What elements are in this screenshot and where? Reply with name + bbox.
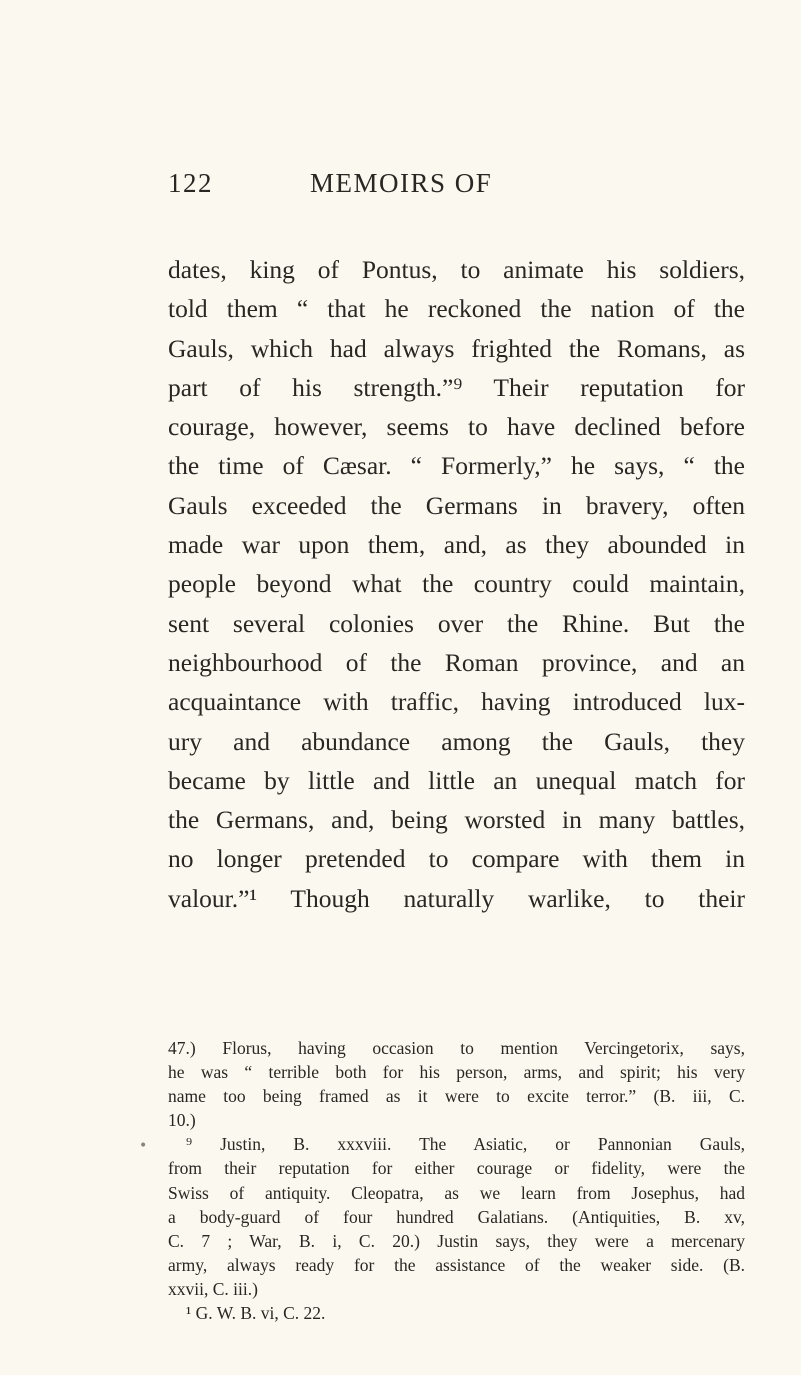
- footnote-line: Swiss of antiquity. Cleopatra, as we learn from Josephus, had: [168, 1182, 745, 1203]
- footnote-line: ¹ G. W. B. vi, C. 22.: [186, 1303, 326, 1324]
- footnote-line: ⁹ Justin, B. xxxviii. The Asiatic, or Pannonian Gauls,: [186, 1134, 745, 1155]
- footnote-line: he was “ terrible both for his person, arms, and spirit; his very: [168, 1062, 745, 1083]
- body-line: neighbourhood of the Roman province, and an: [168, 647, 745, 677]
- body-line: valour.”¹ Though naturally warlike, to their: [168, 883, 745, 913]
- body-line: acquaintance with traffic, having introduced lux-: [168, 687, 745, 717]
- body-text: [168, 250, 745, 918]
- page-number: 122: [168, 168, 213, 198]
- footnote-line: from their reputation for either courage or fidelity, were the: [168, 1158, 745, 1179]
- body-line: told them “ that he reckoned the nation of the: [168, 294, 745, 324]
- footnote-line: 10.): [168, 1110, 196, 1131]
- body-line: ury and abundance among the Gauls, they: [168, 726, 745, 756]
- footnote-line: name too being framed as it were to excite terror.” (B. iii, C.: [168, 1086, 745, 1107]
- body-line: Gauls, which had always frighted the Romans, as: [168, 333, 745, 363]
- body-line: Gauls exceeded the Germans in bravery, often: [168, 490, 745, 520]
- footnotes: [168, 1036, 745, 1325]
- body-line: became by little and little an unequal match for: [168, 765, 745, 795]
- body-line: dates, king of Pontus, to animate his soldiers,: [168, 255, 745, 284]
- body-line: courage, however, seems to have declined before: [168, 412, 745, 442]
- body-line: sent several colonies over the Rhine. But the: [168, 608, 745, 638]
- body-line: part of his strength.”⁹ Their reputation for: [168, 372, 745, 402]
- footnote-line: xxvii, C. iii.): [168, 1278, 258, 1299]
- footnote-line: army, always ready for the assistance of the weaker side. (B.: [168, 1254, 745, 1275]
- footnote-line: C. 7 ; War, B. i, C. 20.) Justin says, they were a mercenary: [168, 1230, 745, 1251]
- running-head: [168, 168, 748, 208]
- footnote-line: 47.) Florus, having occasion to mention Vercingetorix, says,: [168, 1038, 745, 1058]
- body-line: the Germans, and, being worsted in many battles,: [168, 805, 745, 835]
- body-line: the time of Cæsar. “ Formerly,” he says, “ the: [168, 451, 745, 481]
- margin-speck: •: [139, 1138, 148, 1154]
- footnote-line: a body-guard of four hundred Galatians. (Antiquities, B. xv,: [168, 1206, 745, 1227]
- running-title: MEMOIRS OF: [310, 168, 493, 198]
- body-line: no longer pretended to compare with them in: [168, 844, 745, 874]
- body-line: people beyond what the country could maintain,: [168, 569, 745, 599]
- body-line: made war upon them, and, as they abounded in: [168, 530, 745, 560]
